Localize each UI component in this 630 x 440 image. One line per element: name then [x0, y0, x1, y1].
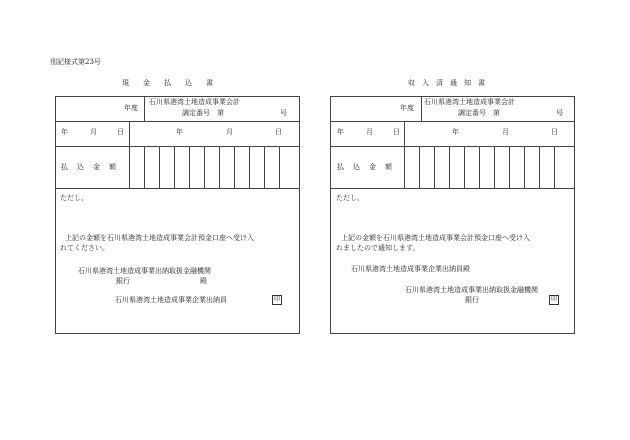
left-date2-day: 日 [275, 128, 282, 136]
right-body-line2: れましたので通知します。 [336, 244, 420, 252]
right-sender-bank: 銀行 [465, 296, 479, 304]
right-note: ただし、 [336, 194, 364, 202]
left-date-day: 日 [117, 128, 124, 136]
right-date-month: 月 [366, 128, 373, 136]
right-date2-month: 月 [502, 128, 509, 136]
right-amount-label: 払 込 金 額 [337, 163, 393, 171]
right-date-day: 日 [393, 128, 400, 136]
left-body-line2: れてください。 [60, 244, 109, 252]
left-seal-icon: 印 [273, 296, 280, 303]
left-date-year: 年 [61, 128, 68, 136]
left-year-label: 年度 [124, 104, 138, 112]
left-account: 石川県港湾土地造成事業会計 [149, 98, 240, 106]
right-date2-day: 日 [551, 128, 558, 136]
left-addressee-bank: 銀行 [116, 277, 130, 285]
left-number-suffix: 号 [280, 109, 287, 117]
right-body-line1: 上記の金額を石川県港湾土地造成事業会計預金口座へ受け入 [341, 234, 530, 242]
right-account: 石川県港湾土地造成事業会計 [424, 98, 515, 106]
left-amount-label: 払 込 金 額 [61, 163, 117, 171]
left-addressee-line1: 石川県港湾土地造成事業出納取扱金融機関 [78, 267, 211, 275]
left-sender: 石川県港湾土地造成事業企業出納員 [115, 296, 227, 304]
right-date-year: 年 [337, 128, 344, 136]
form-number: 別記様式第23号 [50, 58, 101, 66]
left-date2-year: 年 [176, 128, 183, 136]
right-sender-line1: 石川県港湾土地造成事業出納取扱金融機関 [405, 286, 538, 294]
right-number-suffix: 号 [556, 109, 563, 117]
right-survey-label: 調定番号 第 [458, 109, 500, 117]
left-date-month: 月 [90, 128, 97, 136]
left-addressee-dono: 殿 [200, 277, 207, 285]
left-title: 現 金 払 込 書 [122, 79, 213, 87]
right-addressee: 石川県港湾土地造成事業企業出納員殿 [351, 265, 470, 273]
left-note: ただし、 [60, 194, 88, 202]
left-date2-month: 月 [226, 128, 233, 136]
left-survey-label: 調定番号 第 [182, 109, 224, 117]
right-seal-icon: 印 [550, 296, 557, 303]
left-body-line1: 上記の金額を石川県港湾土地造成事業会計預金口座へ受け入 [65, 234, 254, 242]
right-date2-year: 年 [452, 128, 459, 136]
right-year-label: 年度 [400, 104, 414, 112]
right-title: 収 入 済 通 知 書 [408, 79, 485, 87]
